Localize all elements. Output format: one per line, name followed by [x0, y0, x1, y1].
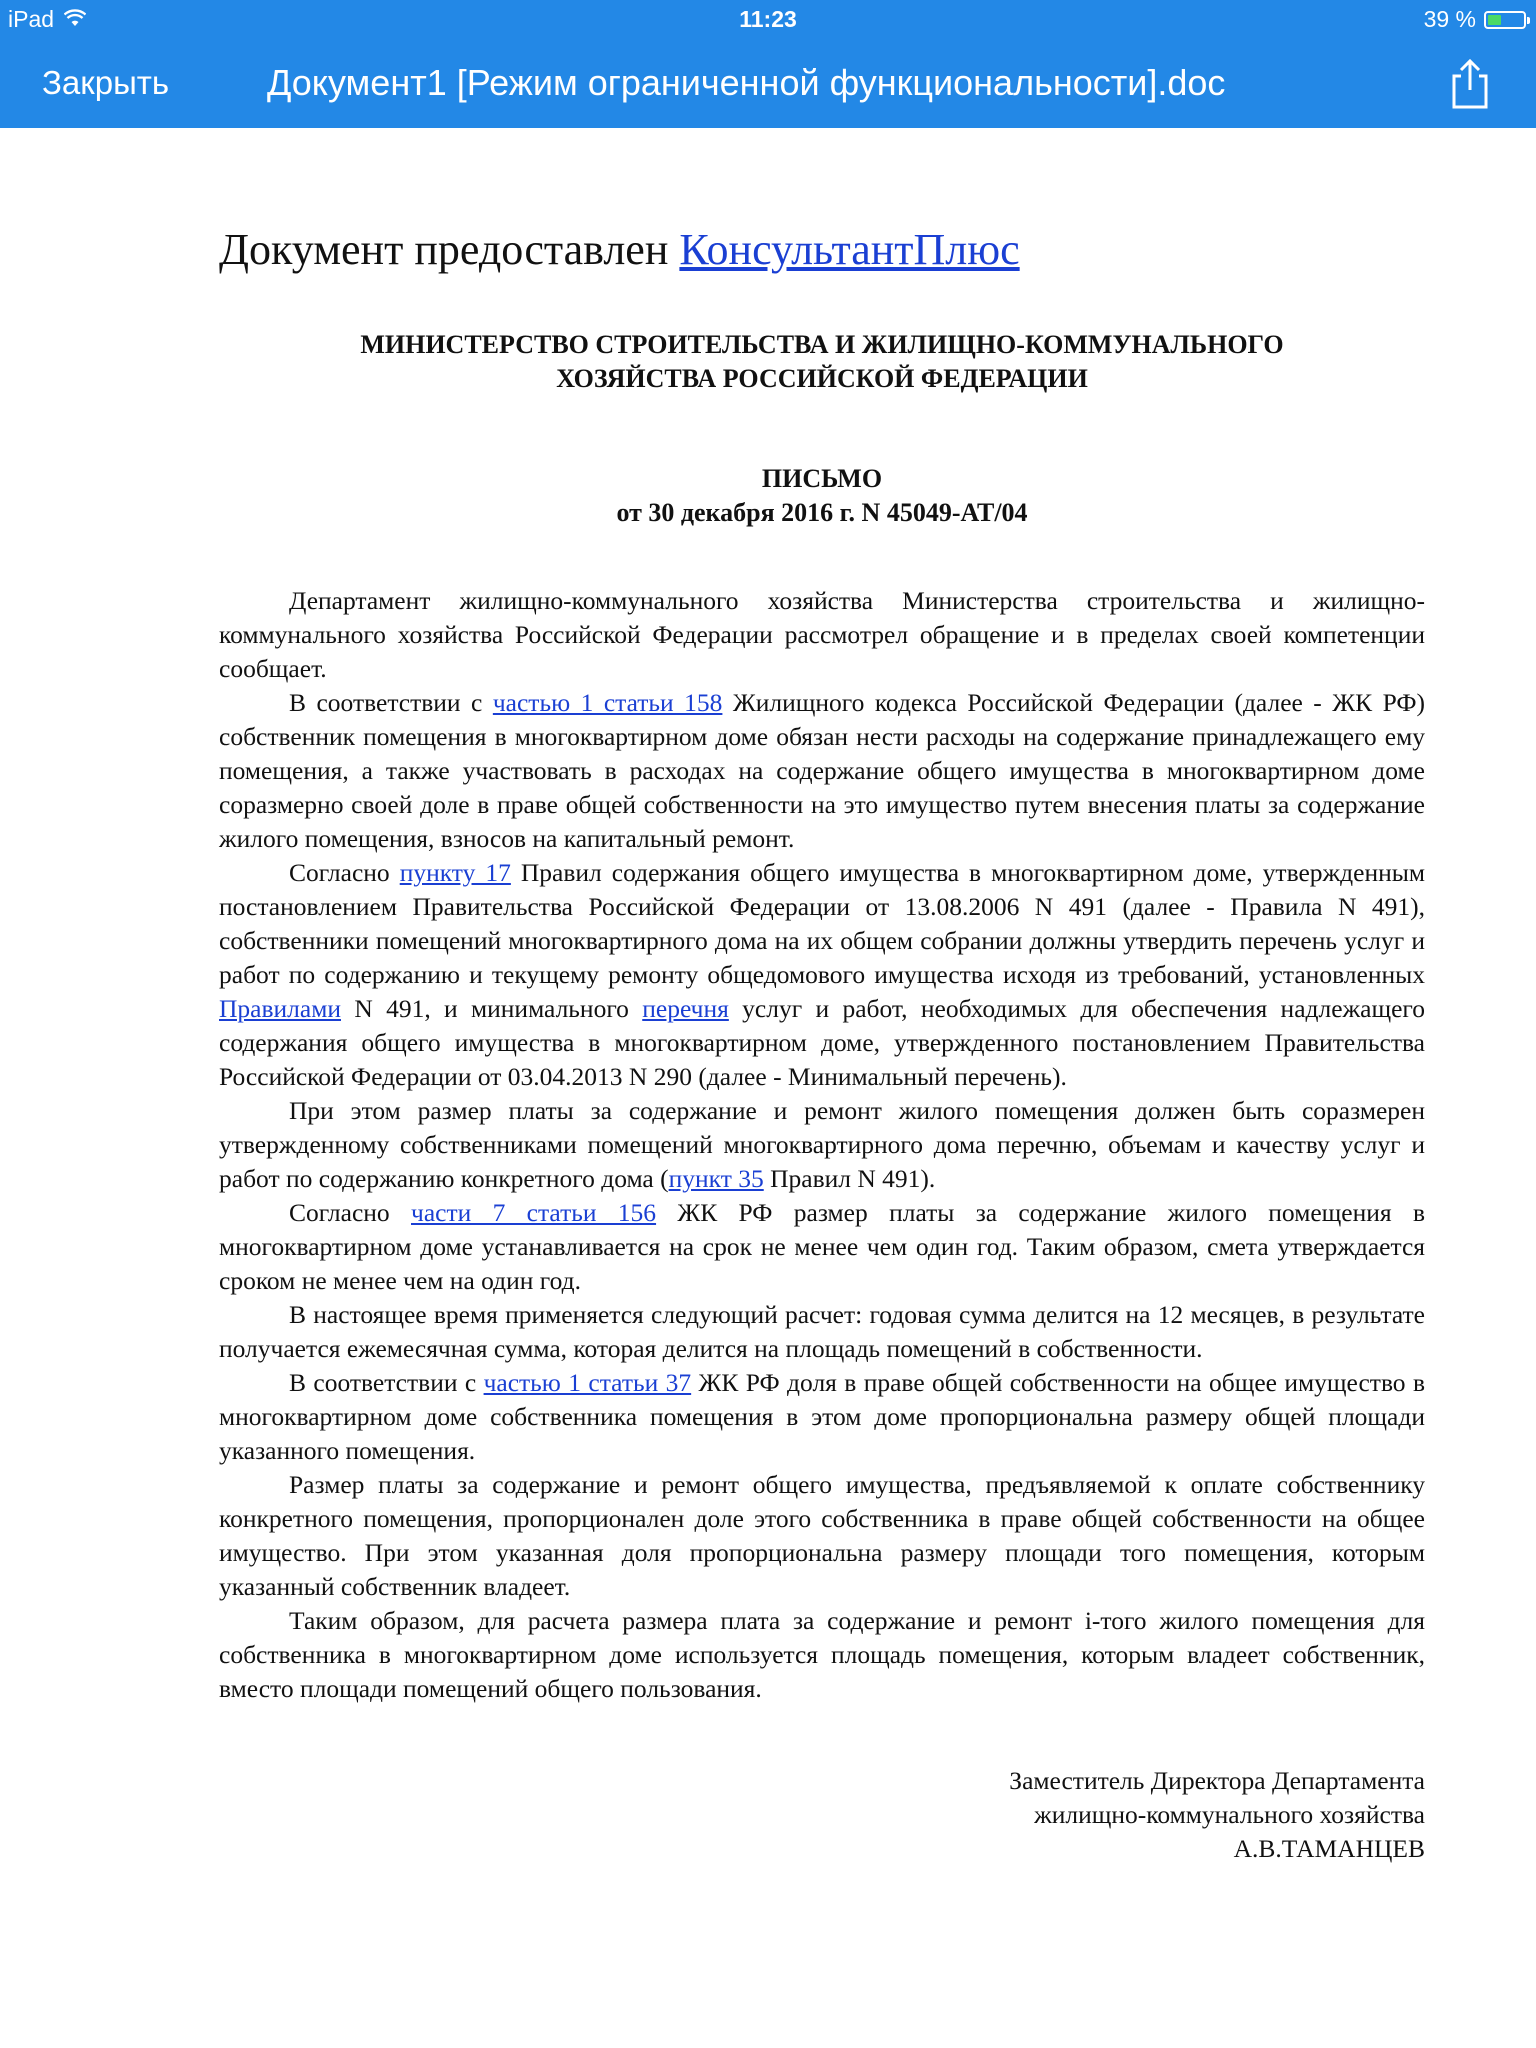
link-point35[interactable]: пункт 35: [668, 1164, 764, 1193]
paragraph-text: ЖК РФ размер платы за содержание жилого помещения в многоквартирном доме устанавливается на срок не менее чем один год. Таким образом, смета утверждается сроком не менее чем на один год.: [219, 1198, 1425, 1295]
paragraph-1: Департамент жилищно-коммунального хозяйства Министерства строительства и жилищно-коммунального хозяйства Российской Федерации рассмотрел обращение и в пределах своей компетенции сообщает.: [219, 586, 1425, 683]
paragraph-5: [219, 1196, 1425, 1298]
top-bar: [0, 0, 1536, 128]
battery-fill: [1488, 15, 1501, 25]
link-point17[interactable]: пункту 17: [399, 858, 511, 887]
paragraph-text: В соответствии с: [289, 688, 493, 717]
paragraph-3: [219, 856, 1425, 1094]
paragraph-9: Таким образом, для расчета размера плата за содержание и ремонт i-того жилого помещения для собственника в многоквартирном доме используется площадь помещения, которым владеет собственник, вместо площади помещений общего пользования.: [219, 1606, 1425, 1703]
signature-block: [219, 1764, 1425, 1866]
document-page: [219, 222, 1425, 1866]
link-part1-article158[interactable]: частью 1 статьи 158: [492, 688, 723, 717]
signature-line-1: Заместитель Директора Департамента: [1009, 1766, 1425, 1795]
ministry-line-2: ХОЗЯЙСТВА РОССИЙСКОЙ ФЕДЕРАЦИИ: [556, 364, 1088, 393]
paragraph-text: услуг и работ, необходимых для обеспечения надлежащего содержания общего имущества в многоквартирном доме, утвержденного постановлением Правительства Российской Федерации от 03.04.2013 N 290 (далее - Минимальный перечень).: [219, 994, 1426, 1091]
link-rules[interactable]: Правилами: [219, 994, 341, 1023]
paragraph-text: Жилищного кодекса Российской Федерации (далее - ЖК РФ) собственник помещения в многоквартирном доме обязан нести расходы на содержание принадлежащего ему помещения, а также участвовать в расходах на содержание общего имущества в многоквартирном доме соразмерно своей доле в праве общей собственности на это имущество путем внесения платы за содержание жилого помещения, взносов на капитальный ремонт.: [219, 688, 1425, 853]
paragraph-8: Размер платы за содержание и ремонт общего имущества, предъявляемой к оплате собственнику конкретного помещения, пропорционален доле этого собственника в праве общей собственности на общее имущество. При этом указанная доля пропорциональна размеру площади того помещения, которым указанный собственник владеет.: [219, 1470, 1425, 1601]
battery-icon: [1484, 11, 1526, 29]
ministry-heading: [219, 328, 1425, 396]
paragraph-6: В настоящее время применяется следующий расчет: годовая сумма делится на 12 месяцев, в результате получается ежемесячная сумма, которая делится на площадь помещений в собственности.: [219, 1300, 1425, 1363]
letter-title: ПИСЬМО: [761, 464, 883, 493]
paragraph-text: При этом размер платы за содержание и ремонт жилого помещения должен быть соразмерен утвержденному собственниками помещений многоквартирного дома перечню, объемам и качеству услуг и работ по содержанию конкретного дома (: [219, 1096, 1425, 1193]
paragraph-text: Согласно: [289, 858, 400, 887]
letter-heading: [219, 462, 1425, 530]
paragraph-2: [219, 686, 1425, 856]
paragraph-text: В соответствии с: [289, 1368, 484, 1397]
ministry-line-1: МИНИСТЕРСТВО СТРОИТЕЛЬСТВА И ЖИЛИЩНО-КОММУНАЛЬНОГО: [360, 330, 1284, 359]
document-title: Документ1 [Режим ограниченной функциональности].doc: [267, 62, 1226, 103]
paragraph-7: [219, 1366, 1425, 1468]
letter-date: от 30 декабря 2016 г. N 45049-АТ/04: [616, 498, 1028, 527]
paragraph-text: Правил содержания общего имущества в многоквартирном доме, утвержденным постановлением Правительства Российской Федерации от 13.08.2006 N 491 (далее - Правила N 491), собственники помещений многоквартирного дома на их общем собрании должны утвердить перечень услуг и работ по содержанию и текущему ремонту общедомового имущества исходя из требований, установленных: [219, 858, 1426, 989]
provided-by-line: [219, 222, 1425, 278]
status-bar: [0, 0, 1536, 40]
device-label: iPad: [8, 6, 55, 32]
share-icon[interactable]: [1446, 58, 1494, 110]
link-part1-article37[interactable]: частью 1 статьи 37: [483, 1368, 692, 1397]
navigation-bar: [0, 40, 1536, 128]
paragraph-text: ЖК РФ доля в праве общей собственности на общее имущество в многоквартирном доме собственника помещения в этом доме пропорциональна размеру общей площади указанного помещения.: [219, 1368, 1425, 1465]
paragraph-text: N 491, и минимального: [341, 994, 643, 1023]
close-button[interactable]: Закрыть: [42, 64, 170, 101]
clock: 11:23: [739, 6, 797, 32]
paragraph-4: [219, 1094, 1425, 1196]
battery-percent: 39 %: [1423, 6, 1476, 32]
link-list[interactable]: перечня: [642, 994, 729, 1023]
paragraph-text: Согласно: [289, 1198, 411, 1227]
link-part7-article156[interactable]: части 7 статьи 156: [411, 1198, 657, 1227]
letter-body: [219, 584, 1425, 1706]
consultant-plus-link[interactable]: КонсультантПлюс: [679, 225, 1020, 274]
provided-prefix: Документ предоставлен: [219, 225, 680, 274]
paragraph-text: Правил N 491).: [763, 1164, 936, 1193]
signature-line-2: жилищно-коммунального хозяйства: [1034, 1800, 1425, 1829]
signature-name: А.В.ТАМАНЦЕВ: [1233, 1834, 1425, 1863]
